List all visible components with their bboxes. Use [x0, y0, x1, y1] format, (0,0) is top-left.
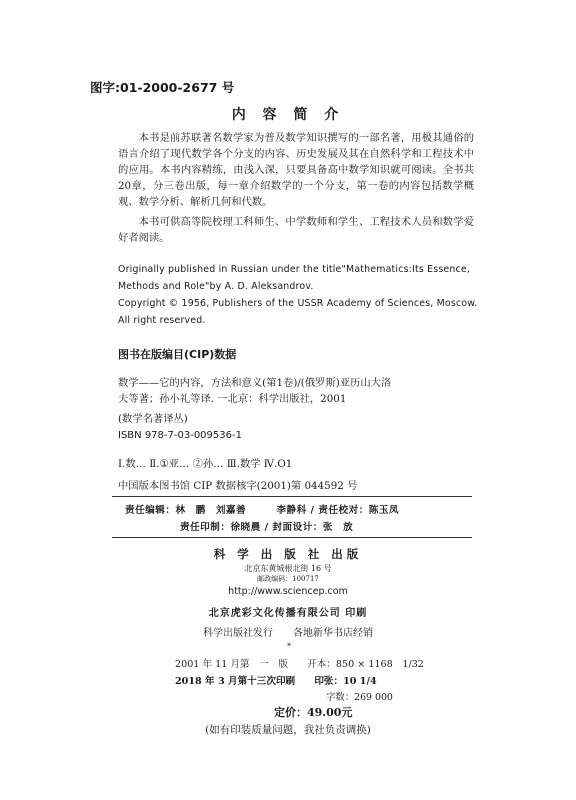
printing-line: 2018 年 3 月第十三次印刷 印张：10 1/4 — [175, 676, 377, 687]
section-title: 内 容 简 介 — [231, 107, 345, 123]
quality-guarantee: (如有印装质量问题，我社负责调换) — [205, 724, 371, 736]
distribution: 科学出版社发行 各地新华书店经销 — [203, 628, 373, 639]
publisher-zipcode: 邮政编码：100717 — [257, 575, 319, 583]
divider-bottom — [112, 537, 472, 538]
intro-paragraph-2: 本书可供高等院校理工科师生、中学数师和学生、工程技术人员和数学爱好者阅读。 — [118, 216, 474, 244]
publisher-url: http://www.sciencep.com — [228, 586, 348, 597]
intro-paragraph-1: 本书是前苏联著名数学家为普及数学知识撰写的一部名著，用极其通俗的语言介绍了现代数学各个分支的内容、历史发展及其在自然科学和工程技术中的应用。本书内容精练，由浅入深，只要具备高中数学知识就可阅读。全书共20章，分三卷出版，每一章介绍数学的一个分支，第一卷的内容包括数学概观、数学分析、解析几何和代数。 — [118, 132, 474, 208]
edition-line: 2001 年 11 月第 一 版 开本：850 × 1168 1/32 — [175, 659, 424, 670]
cip-title: 图书在版编目(CIP)数据 — [118, 348, 237, 361]
isbn: ISBN 978-7-03-009536-1 — [118, 430, 242, 441]
production-credits: 责任印制：徐晓晨 / 封面设计：张 放 — [180, 522, 354, 533]
cip-line-1: 数学——它的内容，方法和意义(第1卷)/(俄罗斯)亚历山大洛 — [118, 377, 392, 389]
registration-number: 图字:01-2000-2677 号 — [90, 80, 235, 95]
cip-classification: Ⅰ.数… Ⅱ.①亚… ②孙… Ⅲ.数学 Ⅳ.O1 — [118, 458, 293, 470]
english-line-4: All right reserved. — [118, 315, 206, 326]
cip-line-2: 夫等著；孙小礼等译. 一北京：科学出版社，2001 — [118, 393, 347, 405]
english-line-2: Methods and Role"by A. D. Aleksandrov. — [118, 281, 314, 292]
price: 定价：49.00元 — [274, 706, 353, 719]
publisher-name: 科 学 出 版 社 出版 — [213, 547, 363, 561]
publisher-address: 北京东黄城根北街 16 号 — [244, 564, 332, 573]
word-count: 字数：269 000 — [326, 692, 393, 703]
english-line-3: Copyright © 1956, Publishers of the USSR Academy of Sciences, Moscow. — [118, 298, 478, 309]
english-line-1: Originally published in Russian under the title"Mathematics:Its Essence, — [118, 264, 471, 275]
cip-record-number: 中国版本图书馆 CIP 数据核字(2001)第 044592 号 — [118, 480, 358, 492]
cip-series: (数学名著译丛) — [118, 413, 188, 425]
divider-top — [112, 496, 472, 497]
printer: 北京虎彩文化传播有限公司 印刷 — [208, 608, 368, 619]
separator-star: * — [287, 642, 291, 651]
editor-credits: 责任编辑：林 鹏 刘嘉善 李静科 / 责任校对：陈玉凤 — [125, 505, 400, 516]
